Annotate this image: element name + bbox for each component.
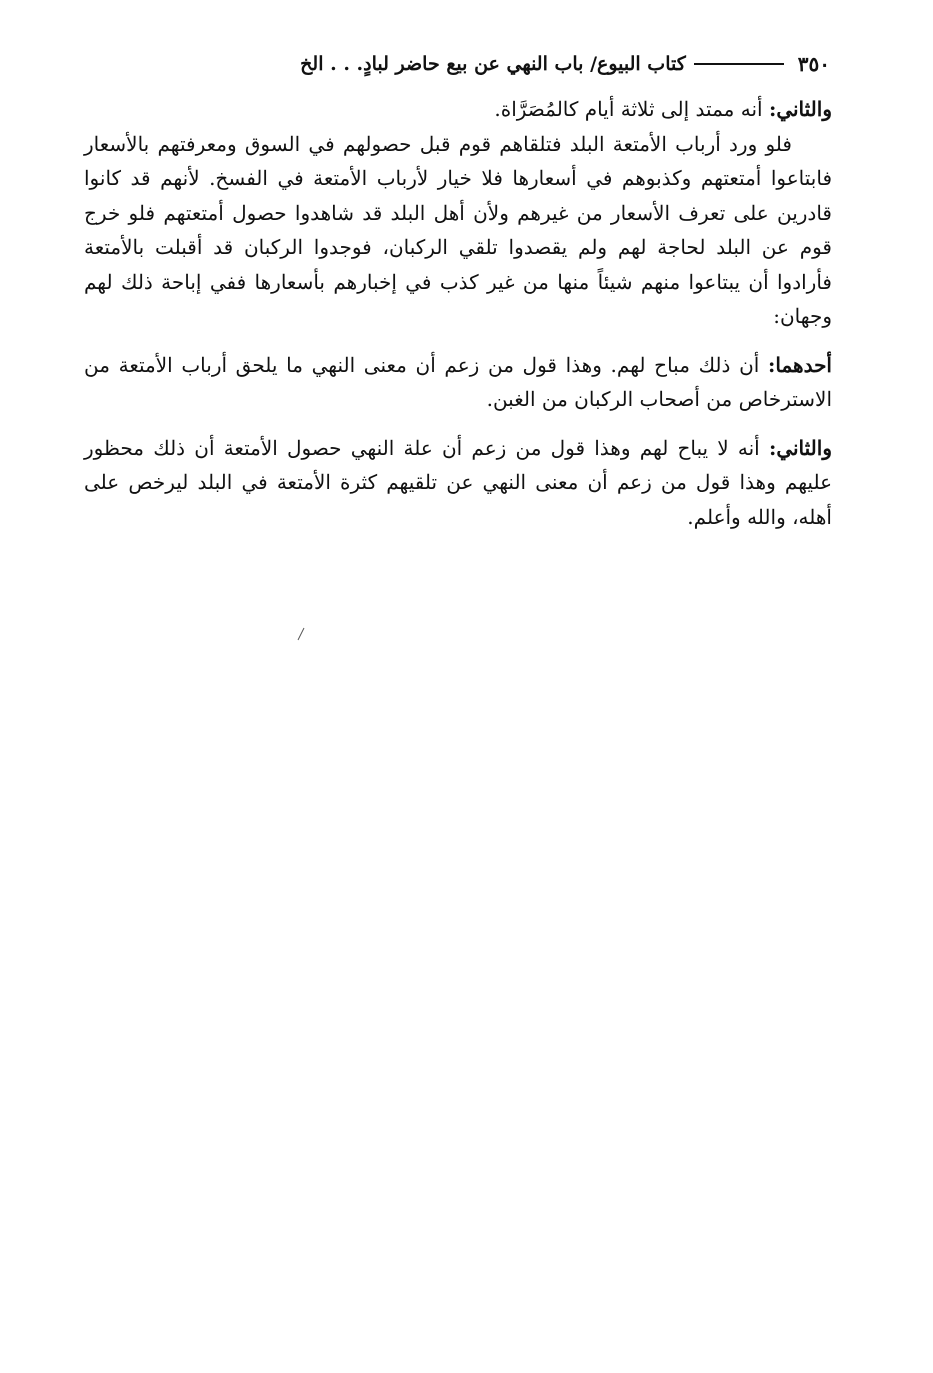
paragraph-second-view — [84, 431, 832, 535]
page-header — [80, 44, 830, 84]
paragraph-text: أنه لا يباح لهم وهذا قول من زعم أن علة النهي حصول الأمتعة أن ذلك محظور عليهم وهذا قول من زعم أن معنى النهي عن تلقيهم كثرة الأمتعة في البلد ليرخص على أهله، والله وأعلم. — [84, 435, 832, 529]
stray-pen-mark — [296, 626, 306, 642]
paragraph-second-opinion — [84, 92, 832, 127]
header-rule — [694, 63, 784, 65]
body-text — [84, 92, 832, 534]
paragraph-text: فلو ورد أرباب الأمتعة البلد فتلقاهم قوم قبل حصولهم في السوق ومعرفتهم بالأسعار فابتاعوا أمتعتهم وكذبوهم في أسعارها فلا خيار لأرباب الأمتعة في الفسخ. لأنهم قد كانوا قادرين على تعرف الأسعار من غيرهم ولأن أهل البلد قد شاهدوا حصول أمتعتهم فلو خرج قوم عن البلد لحاجة لهم ولم يقصدوا تلقي الركبان، فوجدوا الركبان قد أقبلت بالأمتعة فأرادوا أن يبتاعوا منهم شيئاً منها من غير كذب في إخبارهم بأسعارها ففي إباحة ذلك لهم وجهان: — [84, 131, 832, 328]
paragraph-lead: أحدهما: — [767, 352, 832, 377]
paragraph-text: أنه ممتد إلى ثلاثة أيام كالمُصَرَّاة. — [494, 97, 769, 121]
page-number: ٣٥٠ — [797, 52, 830, 76]
running-title: كتاب البيوع/ باب النهي عن بيع حاضر لبادٍ. . . الخ — [300, 53, 686, 75]
paragraph-lead: والثاني: — [768, 435, 832, 460]
paragraph-lead: والثاني: — [768, 97, 832, 121]
paragraph-text: أن ذلك مباح لهم. وهذا قول من زعم أن معنى النهي ما يلحق أرباب الأمتعة من الاسترخاص من أصحاب الركبان من الغبن. — [84, 352, 832, 411]
paragraph-first-view — [84, 348, 832, 417]
paragraph-main — [84, 127, 832, 334]
